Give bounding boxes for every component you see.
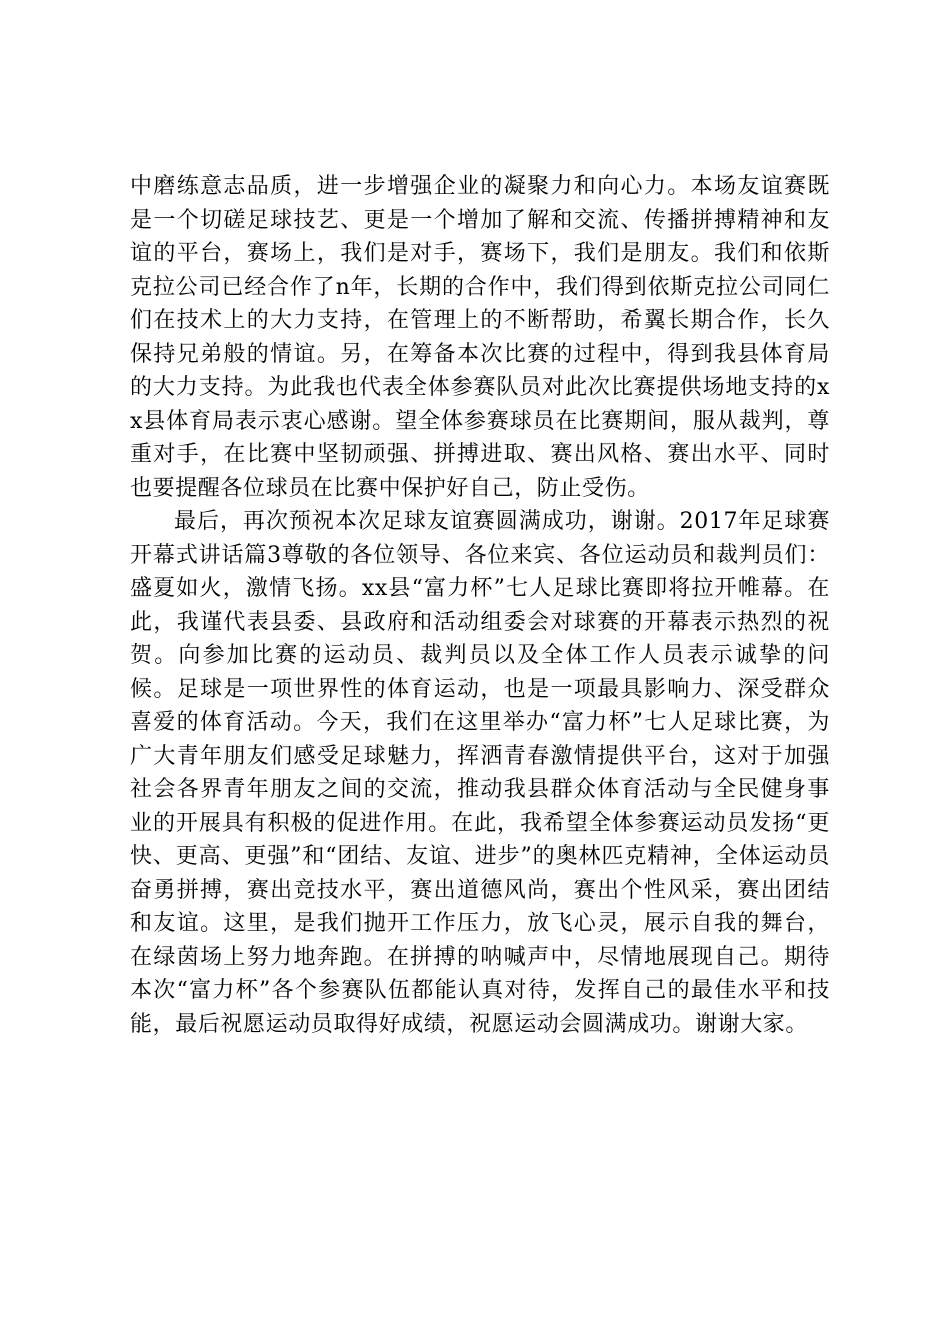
paragraph-1: 中磨练意志品质，进一步增强企业的凝聚力和向心力。本场友谊赛既是一个切磋足球技艺、更是一个增加了解和交流、传播拼搏精神和友谊的平台，赛场上，我们是对手，赛场下，我们是朋友。我们和依斯克拉公司已经合作了n年，长期的合作中，我们得到依斯克拉公司同仁们在技术上的大力支持，在管理上的不断帮助，希翼长期合作，长久保持兄弟般的情谊。另，在筹备本次比赛的过程中，得到我县体育局的大力支持。为此我也代表全体参赛队员对此次比赛提供场地支持的xx县体育局表示衷心感谢。望全体参赛球员在比赛期间，服从裁判，尊重对手，在比赛中坚韧顽强、拼搏进取、赛出风格、赛出水平、同时也要提醒各位球员在比赛中保护好自己，防止受伤。 xyxy=(130,174,830,501)
paragraph-2: 最后，再次预祝本次足球友谊赛圆满成功，谢谢。2017年足球赛开幕式讲话篇3尊敬的各位领导、各位来宾、各位运动员和裁判员们：盛夏如火，激情飞扬。xx县“富力杯”七人足球比赛即将拉开帷幕。在此，我谨代表县委、县政府和活动组委会对球赛的开幕表示热烈的祝贺。向参加比赛的运动员、裁判员以及全体工作人员表示诚挚的问候。足球是一项世界性的体育运动，也是一项最具影响力、深受群众喜爱的体育活动。今天，我们在这里举办“富力杯”七人足球比赛，为广大青年朋友们感受足球魅力，挥洒青春激情提供平台，这对于加强社会各界青年朋友之间的交流，推动我县群众体育活动与全民健身事业的开展具有积极的促进作用。在此，我希望全体参赛运动员发扬“更快、更高、更强”和“团结、友谊、进步”的奥林匹克精神，全体运动员奋勇拼搏，赛出竞技水平，赛出道德风尚，赛出个性风采，赛出团结和友谊。这里，是我们抛开工作压力，放飞心灵，展示自我的舞台，在绿茵场上努力地奔跑。在拼搏的呐喊声中，尽情地展现自己。期待本次“富力杯”各个参赛队伍都能认真对待，发挥自己的最佳水平和技能，最后祝愿运动员取得好成绩，祝愿运动会圆满成功。谢谢大家。 xyxy=(130,509,830,1037)
document-body xyxy=(130,170,830,1041)
